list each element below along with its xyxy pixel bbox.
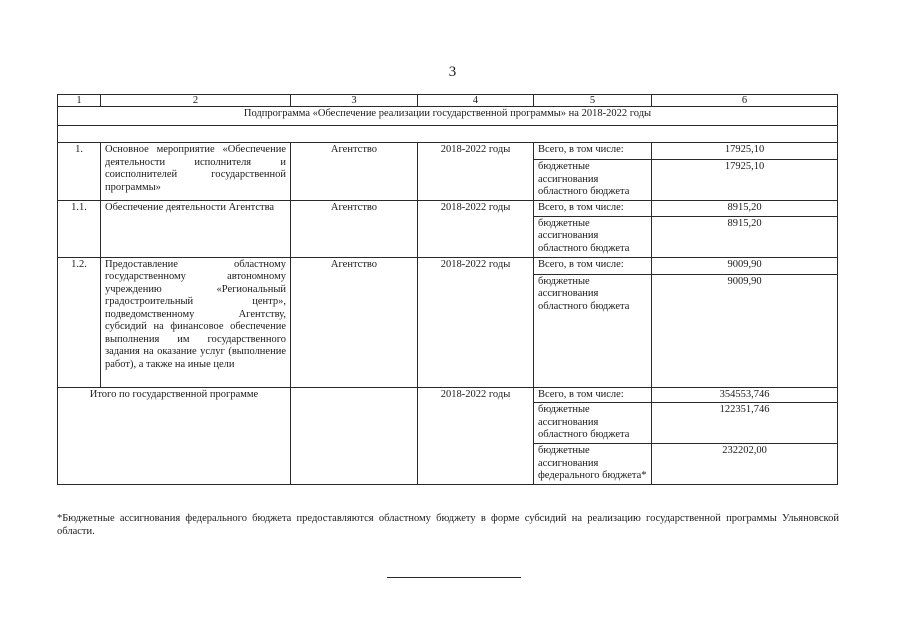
spacer-cell: [58, 126, 838, 143]
funding-source: Всего, в том числе:: [534, 143, 652, 160]
row-period: 2018-2022 годы: [418, 201, 534, 258]
funding-source: Всего, в том числе:: [534, 257, 652, 274]
total-period: 2018-2022 годы: [418, 387, 534, 485]
funding-amount: 17925,10: [652, 143, 838, 160]
total-row: [58, 387, 838, 403]
funding-amount: 122351,746: [652, 403, 838, 444]
subprogram-row: [58, 107, 838, 126]
bottom-divider: [387, 577, 521, 578]
row-period: 2018-2022 годы: [418, 257, 534, 387]
funding-amount: 232202,00: [652, 444, 838, 485]
row-number: 1.2.: [58, 257, 101, 387]
page-number: 3: [448, 64, 457, 80]
funding-source: бюджетные ассигнования федерального бюджета*: [534, 444, 652, 485]
row-description: Обеспечение деятельности Агентства: [101, 201, 291, 258]
funding-amount: 17925,10: [652, 160, 838, 201]
table-row: [58, 257, 838, 274]
row-description: Предоставление областному государственному автономному учреждению «Региональный градостроительный центр», подведомственному Агентству, субсидий на финансовое обеспечение выполнения им государственного задания на оказание услуг (выполнение работ), а также на иные цели: [101, 257, 291, 387]
row-executor: Агентство: [291, 143, 418, 201]
funding-source: бюджетные ассигнования областного бюджета: [534, 274, 652, 387]
table-row: [58, 143, 838, 160]
row-executor: Агентство: [291, 201, 418, 258]
funding-amount: 9009,90: [652, 274, 838, 387]
table-row: [58, 201, 838, 217]
column-number: 3: [291, 95, 418, 107]
column-number-row: [58, 95, 838, 107]
funding-source: бюджетные ассигнования областного бюджета: [534, 403, 652, 444]
column-number: 2: [101, 95, 291, 107]
funding-source: бюджетные ассигнования областного бюджета: [534, 216, 652, 257]
row-number: 1.: [58, 143, 101, 201]
funding-amount: 9009,90: [652, 257, 838, 274]
row-description: Основное мероприятие «Обеспечение деятельности исполнителя и соисполнителей государственной программы»: [101, 143, 291, 201]
funding-amount: 354553,746: [652, 387, 838, 403]
column-number: 1: [58, 95, 101, 107]
total-label: Итого по государственной программе: [58, 387, 291, 485]
row-executor: Агентство: [291, 257, 418, 387]
funding-source: бюджетные ассигнования областного бюджета: [534, 160, 652, 201]
funding-amount: 8915,20: [652, 201, 838, 217]
footnote: *Бюджетные ассигнования федерального бюджета предоставляются областному бюджету в форме субсидий на реализацию государственной программы Ульяновской области.: [57, 513, 839, 537]
funding-amount: 8915,20: [652, 216, 838, 257]
column-number: 4: [418, 95, 534, 107]
subprogram-title: Подпрограмма «Обеспечение реализации государственной программы» на 2018-2022 годы: [58, 107, 838, 126]
budget-table: [57, 94, 838, 485]
column-number: 6: [652, 95, 838, 107]
funding-source: Всего, в том числе:: [534, 387, 652, 403]
row-number: 1.1.: [58, 201, 101, 258]
total-executor: [291, 387, 418, 485]
row-period: 2018-2022 годы: [418, 143, 534, 201]
column-number: 5: [534, 95, 652, 107]
funding-source: Всего, в том числе:: [534, 201, 652, 217]
spacer-row: [58, 126, 838, 143]
